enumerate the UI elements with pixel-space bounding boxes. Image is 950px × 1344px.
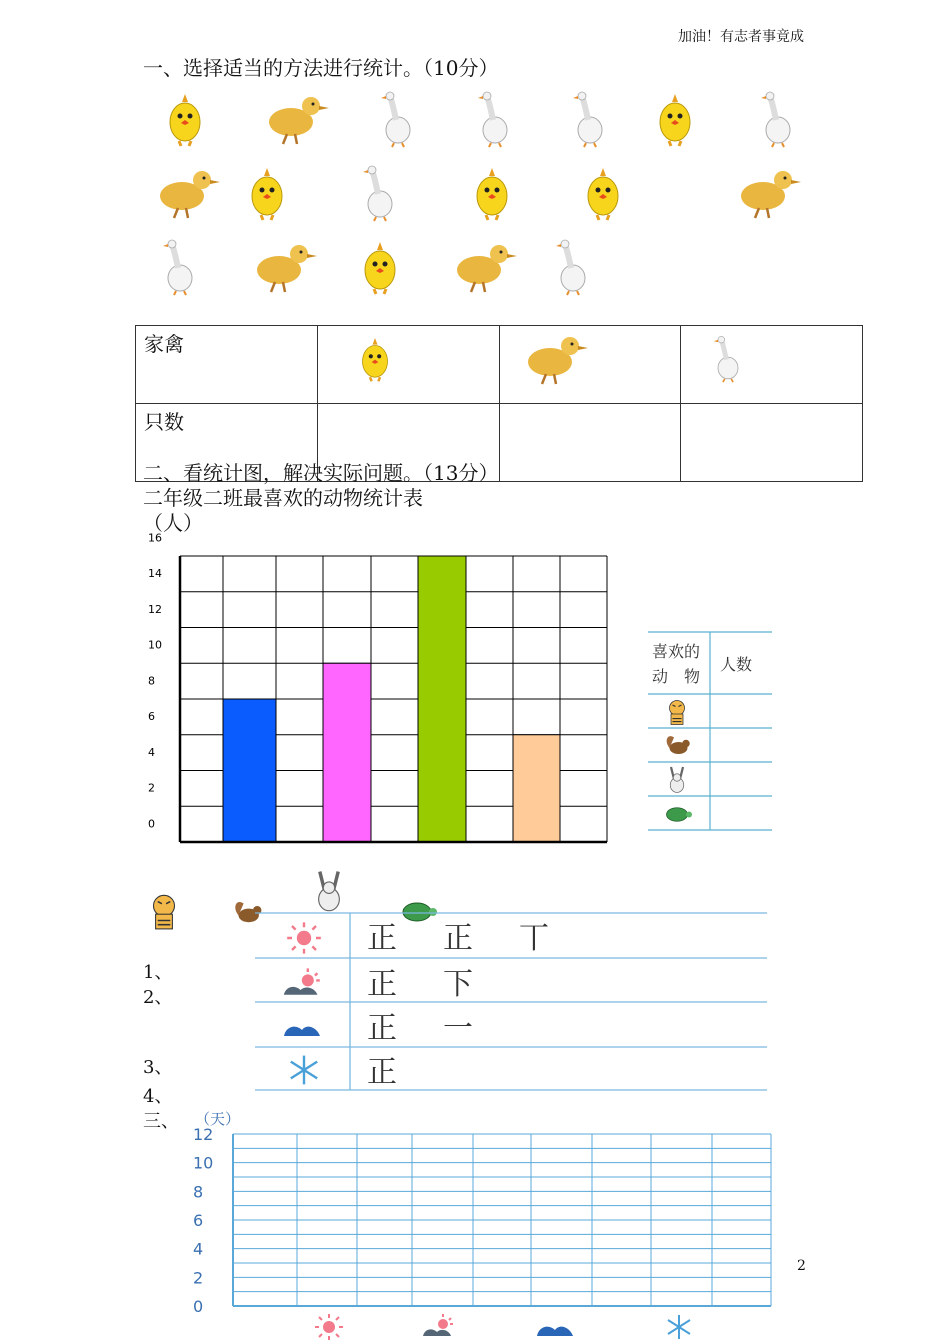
duckling-image xyxy=(724,162,806,222)
tally-cloudy: 正 一 xyxy=(367,1011,481,1046)
y-tick-label: 4 xyxy=(148,745,155,759)
section2-title: 二、看统计图，解决实际问题。（13分） xyxy=(143,461,499,485)
cloudy-icon xyxy=(537,1327,573,1336)
y-tick-label: 2 xyxy=(148,781,155,795)
motto: 加油！有志者事竟成 xyxy=(678,29,804,45)
section3-label: 三、 xyxy=(143,1111,179,1132)
empty-grid xyxy=(233,1134,771,1306)
y-tick-label: 8 xyxy=(193,1182,204,1202)
count-cell-goose[interactable] xyxy=(681,404,863,482)
count-cell-duckling[interactable] xyxy=(499,404,681,482)
cloudy-icon xyxy=(284,1027,320,1036)
row-label-poultry: 家禽 xyxy=(136,326,318,404)
section1-title: 一、选择适当的方法进行统计。（10分） xyxy=(143,56,499,80)
question-1: 1、 xyxy=(143,962,173,983)
squirrel-icon xyxy=(667,736,690,754)
sunny-icon xyxy=(315,1314,343,1340)
header-animal-line2: 动 物 xyxy=(652,667,701,686)
duckling-image xyxy=(143,162,225,222)
header-animal-line1: 喜欢的 xyxy=(652,642,701,661)
goose-image xyxy=(150,236,210,296)
goose-image xyxy=(543,236,603,296)
goose-image xyxy=(748,88,808,148)
y-tick-label: 0 xyxy=(148,817,155,831)
chick-image xyxy=(645,88,705,148)
weather-empty-chart xyxy=(185,1102,785,1344)
duckling-image xyxy=(440,236,522,296)
y-tick-label: 6 xyxy=(193,1211,204,1230)
turtle-icon xyxy=(667,808,693,822)
duckling-image xyxy=(252,88,334,148)
chick-image xyxy=(350,236,410,296)
bar-rabbit xyxy=(418,556,466,842)
y-tick-label: 0 xyxy=(193,1297,204,1316)
y-tick-label: 4 xyxy=(193,1239,204,1259)
goose-image xyxy=(368,88,428,148)
goose-icon xyxy=(703,328,753,388)
y-tick-label: 8 xyxy=(148,674,155,688)
tally-sunny: 正 正 丅 xyxy=(367,921,557,956)
snowy-icon xyxy=(668,1315,690,1339)
row-label-count: 只数 xyxy=(136,404,318,482)
weather-tally-table xyxy=(255,910,770,1095)
y-tick-label: 10 xyxy=(148,638,162,652)
duckling-image xyxy=(240,236,322,296)
tiger-icon xyxy=(670,701,685,725)
goose-image xyxy=(465,88,525,148)
bar-squirrel xyxy=(323,663,371,842)
page-number: 2 xyxy=(797,1258,806,1274)
chart-unit: （人） xyxy=(143,511,203,535)
favorite-animals-table xyxy=(648,630,773,835)
rabbit-icon xyxy=(670,767,684,793)
duckling-icon xyxy=(512,328,592,388)
tally-partly-cloudy: 正 下 xyxy=(367,967,481,1002)
chick-image xyxy=(462,162,522,222)
question-4: 4、 xyxy=(143,1086,173,1107)
bar-tiger xyxy=(223,699,276,842)
y-tick-label: 12 xyxy=(148,602,162,616)
question-3: 3、 xyxy=(143,1057,173,1078)
bar-turtle xyxy=(513,735,560,842)
chick-image xyxy=(155,88,215,148)
section3-unit: （天） xyxy=(195,1110,241,1128)
chart-title: 二年级二班最喜欢的动物统计表 xyxy=(143,486,423,510)
y-tick-label: 6 xyxy=(148,710,155,724)
snowy-icon xyxy=(291,1056,317,1085)
y-tick-label: 16 xyxy=(148,531,162,545)
bar-chart xyxy=(140,531,615,848)
rabbit-icon xyxy=(306,866,352,914)
y-tick-label: 14 xyxy=(148,567,162,581)
y-tick-label: 12 xyxy=(193,1125,214,1144)
goose-image xyxy=(560,88,620,148)
partly-cloudy-icon xyxy=(284,968,320,994)
chick-image xyxy=(573,162,633,222)
chick-icon xyxy=(350,328,400,388)
header-count: 人数 xyxy=(720,655,753,674)
question-2: 2、 xyxy=(143,987,173,1008)
tiger-icon xyxy=(143,878,185,942)
sunny-icon xyxy=(287,922,321,953)
y-tick-label: 10 xyxy=(193,1153,214,1173)
tally-snowy: 正 xyxy=(367,1055,397,1090)
y-tick-label: 2 xyxy=(193,1268,204,1288)
chick-image xyxy=(237,162,297,222)
partly-cloudy-icon xyxy=(423,1314,453,1336)
goose-image xyxy=(350,162,410,222)
